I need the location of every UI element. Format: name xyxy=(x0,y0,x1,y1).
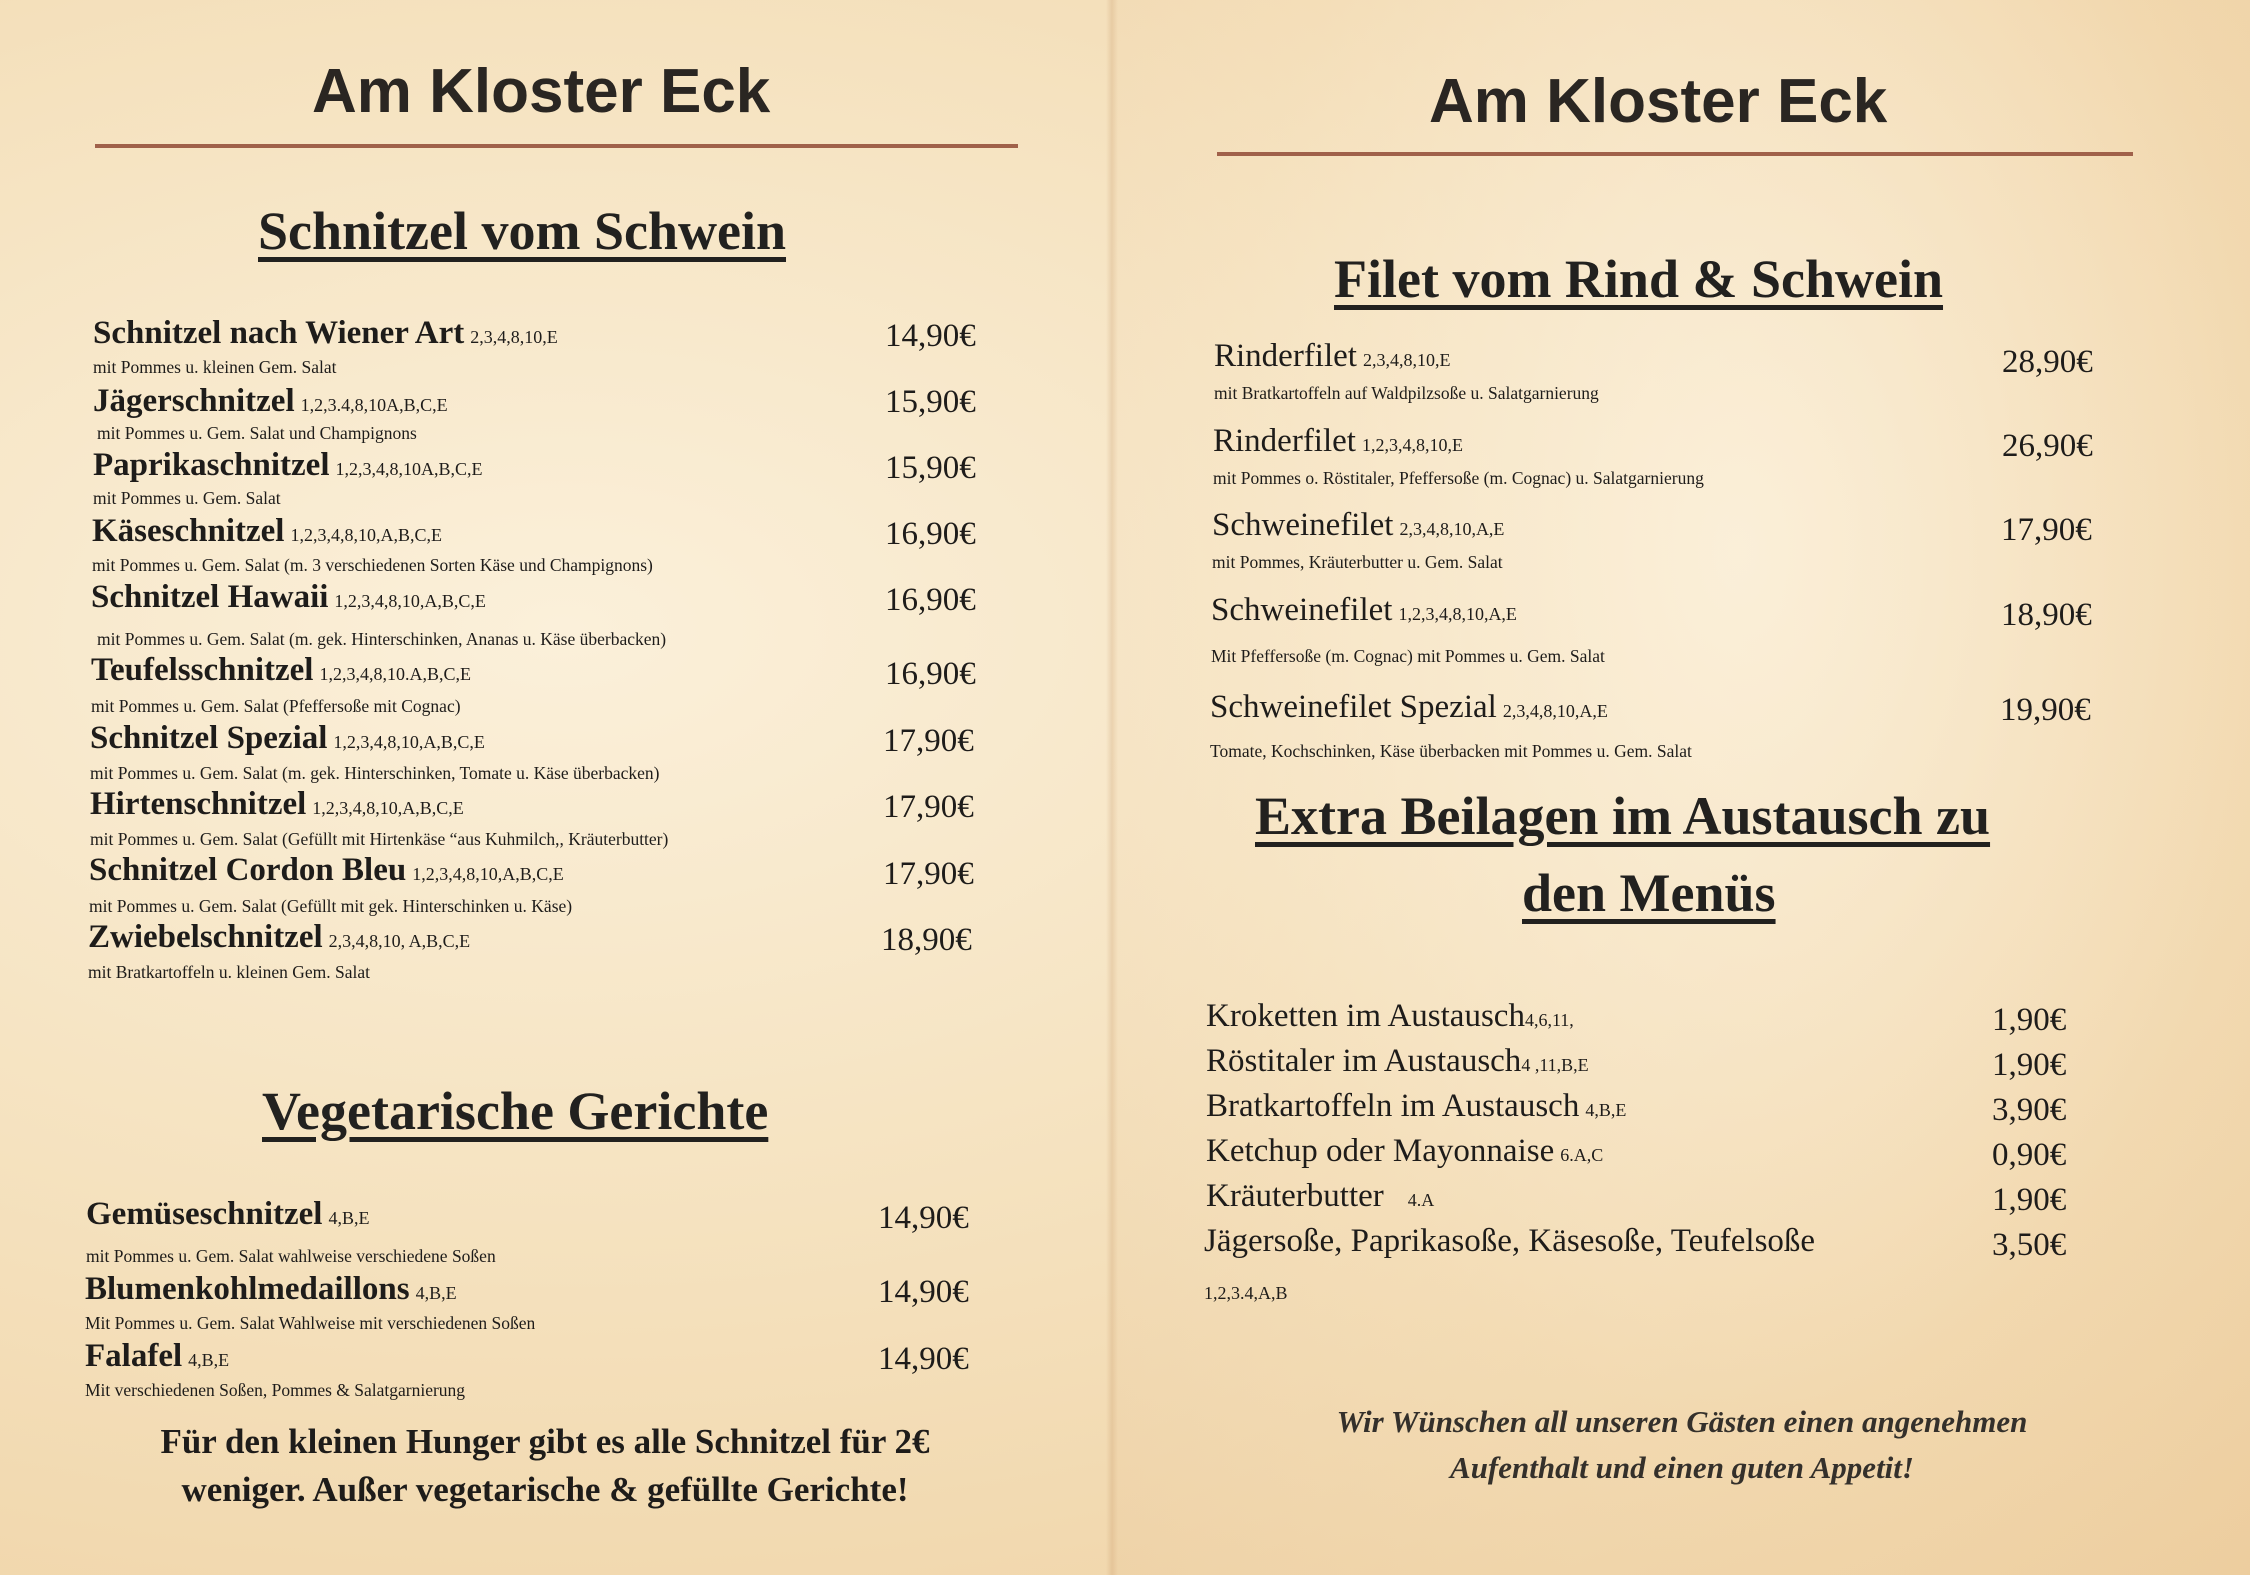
item-price: 17,90€ xyxy=(883,723,974,759)
item-name: Jägersoße, Paprikasoße, Käsesoße, Teufelsoße xyxy=(1204,1223,1816,1259)
item-allergen-codes: 1,2,3.4,A,B xyxy=(1204,1283,1288,1303)
item-name: Zwiebelschnitzel xyxy=(88,919,323,955)
item-price: 14,90€ xyxy=(885,318,976,354)
item-description: mit Pommes o. Röstitaler, Pfeffersoße (m. Cognac) u. Salatgarnierung xyxy=(1213,468,1704,488)
item-price: 16,90€ xyxy=(885,516,976,552)
item-name: Röstitaler im Austausch xyxy=(1206,1043,1522,1079)
item-description: mit Pommes u. Gem. Salat wahlweise verschiedene Soßen xyxy=(86,1246,496,1266)
item-name: Schnitzel Cordon Bleu xyxy=(89,852,407,888)
section-title-extras-line1: Extra Beilagen im Austausch zu xyxy=(1255,786,1991,846)
menu-item xyxy=(89,852,564,889)
item-allergen-codes: 1,2,3,4,8,10,A,B,C,E xyxy=(333,732,485,752)
item-name: Teufelsschnitzel xyxy=(91,652,314,688)
item-name: Rinderfilet xyxy=(1214,338,1357,374)
item-allergen-codes: 1,2,3,4,8,10,A,B,C,E xyxy=(312,798,464,818)
item-name: Falafel xyxy=(85,1338,183,1374)
item-name: Gemüseschnitzel xyxy=(86,1196,323,1232)
item-description: mit Pommes u. Gem. Salat und Champignons xyxy=(97,423,417,443)
item-description: mit Pommes u. Gem. Salat (Gefüllt mit gek. Hinterschinken u. Käse) xyxy=(89,896,573,916)
menu-item xyxy=(91,652,471,689)
item-allergen-codes: 4.A xyxy=(1407,1190,1435,1210)
menu-item xyxy=(93,447,483,484)
item-name: Schnitzel nach Wiener Art xyxy=(93,315,465,351)
closing-wish-line2: Aufenthalt und einen guten Appetit! xyxy=(1450,1450,1914,1485)
item-price: 14,90€ xyxy=(878,1341,969,1377)
item-allergen-codes: 4 ,11,B,E xyxy=(1521,1055,1589,1075)
item-allergen-codes: 1,2,3,4,8,10.A,B,C,E xyxy=(319,664,471,684)
menu-item xyxy=(85,1338,229,1375)
item-description: mit Pommes u. Gem. Salat xyxy=(93,488,281,508)
menu-item xyxy=(88,919,470,956)
item-name: Paprikaschnitzel xyxy=(93,447,330,483)
item-allergen-codes: 1,2,3,4,8,10,A,E xyxy=(1398,604,1517,624)
item-price: 14,90€ xyxy=(878,1200,969,1236)
item-price: 18,90€ xyxy=(2001,597,2092,633)
item-allergen-codes: 4,B,E xyxy=(328,1208,370,1228)
item-allergen-codes: 2,3,4,8,10,A,E xyxy=(1502,701,1608,721)
side-item xyxy=(1206,998,1574,1035)
section-title-schnitzel: Schnitzel vom Schwein xyxy=(258,201,787,261)
item-description: mit Bratkartoffeln u. kleinen Gem. Salat xyxy=(88,962,371,982)
item-allergen-codes: 4,B,E xyxy=(188,1350,230,1370)
item-allergen-codes: 4,B,E xyxy=(1585,1100,1627,1120)
item-price: 15,90€ xyxy=(885,384,976,420)
item-name: Käseschnitzel xyxy=(92,513,285,549)
menu-item xyxy=(1211,592,1517,629)
item-allergen-codes: 2,3,4,8,10,A,E xyxy=(1399,519,1505,539)
item-price: 18,90€ xyxy=(881,922,972,958)
menu-item xyxy=(1210,689,1608,726)
item-name: Schweinefilet Spezial xyxy=(1210,689,1497,725)
item-name: Kräuterbutter xyxy=(1206,1178,1384,1214)
restaurant-name: Am Kloster Eck xyxy=(312,57,771,126)
item-allergen-codes: 2,3,4,8,10,E xyxy=(1362,350,1451,370)
menu-item xyxy=(93,383,448,420)
side-item xyxy=(1206,1088,1626,1125)
item-description: mit Pommes, Kräuterbutter u. Gem. Salat xyxy=(1212,552,1503,572)
item-price: 14,90€ xyxy=(878,1274,969,1310)
item-allergen-codes: 2,3,4,8,10,E xyxy=(470,327,558,347)
item-description: Mit verschiedenen Soßen, Pommes & Salatgarnierung xyxy=(85,1380,466,1400)
item-name: Jägerschnitzel xyxy=(93,383,295,419)
right-page xyxy=(1112,0,2250,1575)
menu-item xyxy=(90,720,485,757)
item-name: Blumenkohlmedaillons xyxy=(85,1271,410,1307)
item-name: Schnitzel Spezial xyxy=(90,720,328,756)
closing-wish-line1: Wir Wünschen all unseren Gästen einen angenehmen xyxy=(1336,1404,2028,1439)
menu-item xyxy=(90,786,464,823)
item-name: Schweinefilet xyxy=(1212,507,1394,543)
menu-item xyxy=(86,1196,369,1233)
item-price: 15,90€ xyxy=(885,450,976,486)
item-name: Schweinefilet xyxy=(1211,592,1393,628)
item-name: Bratkartoffeln im Austausch xyxy=(1206,1088,1580,1124)
menu-item xyxy=(1213,423,1463,460)
item-description: mit Pommes u. Gem. Salat (m. gek. Hinterschinken, Ananas u. Käse überbacken) xyxy=(97,629,667,649)
item-price: 1,90€ xyxy=(1992,1047,2067,1083)
item-name: Kroketten im Austausch xyxy=(1206,998,1525,1034)
side-item xyxy=(1206,1043,1589,1080)
side-item xyxy=(1206,1133,1603,1170)
item-description: mit Bratkartoffeln auf Waldpilzsoße u. Salatgarnierung xyxy=(1214,383,1599,403)
item-price: 0,90€ xyxy=(1992,1137,2067,1173)
item-price: 3,90€ xyxy=(1992,1092,2067,1128)
item-description: Mit Pommes u. Gem. Salat Wahlweise mit verschiedenen Soßen xyxy=(85,1313,536,1333)
item-allergen-codes: 6.A,C xyxy=(1560,1145,1604,1165)
left-page xyxy=(0,0,1112,1575)
menu-item xyxy=(93,315,558,352)
menu-item xyxy=(85,1271,457,1308)
item-price: 16,90€ xyxy=(885,656,976,692)
item-allergen-codes: 1,2,3,4,8,10A,B,C,E xyxy=(335,459,483,479)
item-name: Ketchup oder Mayonnaise xyxy=(1206,1133,1555,1169)
item-price: 16,90€ xyxy=(885,582,976,618)
title-rule xyxy=(95,144,1018,148)
section-title-extras-line2: den Menüs xyxy=(1522,863,1776,923)
menu-item xyxy=(92,513,442,550)
menu-item xyxy=(91,579,486,616)
side-item xyxy=(1204,1223,1815,1260)
side-item xyxy=(1206,1178,1434,1215)
title-rule xyxy=(1217,152,2133,156)
restaurant-name: Am Kloster Eck xyxy=(1429,67,1888,136)
section-title-filet: Filet vom Rind & Schwein xyxy=(1334,249,1944,309)
item-allergen-codes: 4,6,11, xyxy=(1524,1010,1574,1030)
item-price: 19,90€ xyxy=(2000,692,2091,728)
item-allergen-codes: 4,B,E xyxy=(415,1283,457,1303)
small-portion-note-line2: weniger. Außer vegetarische & gefüllte Gerichte! xyxy=(181,1470,909,1509)
item-price: 3,50€ xyxy=(1992,1227,2067,1263)
item-price: 17,90€ xyxy=(883,789,974,825)
item-description: Tomate, Kochschinken, Käse überbacken mit Pommes u. Gem. Salat xyxy=(1210,741,1692,761)
item-price: 1,90€ xyxy=(1992,1002,2067,1038)
section-title-vegetarian: Vegetarische Gerichte xyxy=(262,1081,769,1141)
menu-item xyxy=(1212,507,1504,544)
small-portion-note-line1: Für den kleinen Hunger gibt es alle Schnitzel für 2€ xyxy=(160,1422,930,1461)
item-allergen-codes: 1,2,3,4,8,10,A,B,C,E xyxy=(334,591,486,611)
menu-item xyxy=(1214,338,1450,375)
item-price: 17,90€ xyxy=(883,856,974,892)
item-allergen-codes: 1,2,3,4,8,10,E xyxy=(1361,435,1463,455)
item-description: mit Pommes u. Gem. Salat (m. gek. Hinterschinken, Tomate u. Käse überbacken) xyxy=(90,763,660,783)
item-description: mit Pommes u. Gem. Salat (Gefüllt mit Hirtenkäse “aus Kuhmilch,, Kräuterbutter) xyxy=(90,829,669,849)
item-allergen-codes: 1,2,3.4,8,10A,B,C,E xyxy=(300,395,448,415)
item-description: Mit Pfeffersoße (m. Cognac) mit Pommes u. Gem. Salat xyxy=(1211,646,1605,666)
item-price: 28,90€ xyxy=(2002,344,2093,380)
item-description: mit Pommes u. Gem. Salat (m. 3 verschiedenen Sorten Käse und Champignons) xyxy=(92,555,653,575)
item-price: 26,90€ xyxy=(2002,428,2093,464)
item-allergen-codes: 2,3,4,8,10, A,B,C,E xyxy=(328,931,471,951)
item-allergen-codes: 1,2,3,4,8,10,A,B,C,E xyxy=(412,864,564,884)
item-name: Hirtenschnitzel xyxy=(90,786,307,822)
item-allergen-codes: 1,2,3,4,8,10,A,B,C,E xyxy=(290,525,442,545)
item-name: Rinderfilet xyxy=(1213,423,1356,459)
item-price: 17,90€ xyxy=(2001,512,2092,548)
item-description: mit Pommes u. kleinen Gem. Salat xyxy=(93,357,337,377)
item-description: mit Pommes u. Gem. Salat (Pfeffersoße mit Cognac) xyxy=(91,696,461,716)
item-price: 1,90€ xyxy=(1992,1182,2067,1218)
item-name: Schnitzel Hawaii xyxy=(91,579,329,615)
